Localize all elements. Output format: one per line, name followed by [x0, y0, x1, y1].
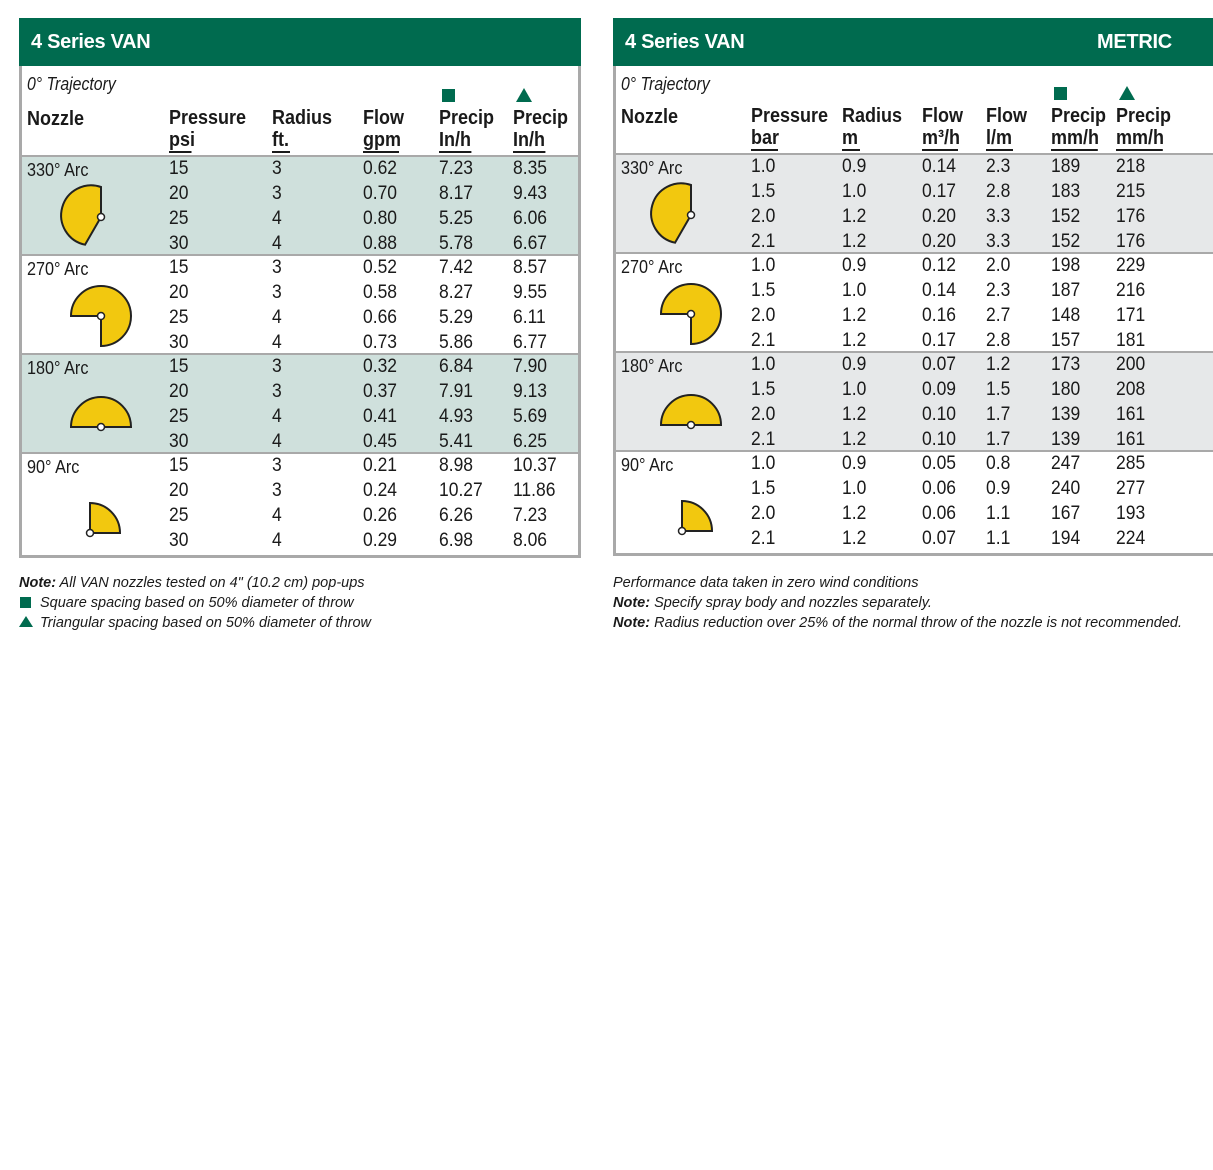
triangle-spacing-text: Triangular spacing based on 50% diameter of throw [40, 615, 372, 631]
table-row [22, 480, 578, 505]
flow-cell: 0.88 [363, 233, 398, 254]
pressure-cell: 1.5 [751, 379, 776, 400]
table-row [616, 330, 1213, 355]
precip-triangle-cell: 171 [1116, 305, 1146, 326]
precip-triangle-column-header [513, 107, 568, 153]
metric-notes-viewport [613, 573, 1183, 653]
precip-triangle-cell: 181 [1116, 330, 1146, 351]
pressure-cell: 20 [169, 480, 189, 501]
pressure-cell: 15 [169, 158, 189, 179]
flow-lm-cell: 2.3 [986, 280, 1011, 301]
flow-m3h-cell: 0.20 [922, 206, 957, 227]
precip-triangle-cell: 9.43 [513, 183, 548, 204]
pressure-cell: 2.1 [751, 330, 776, 351]
pressure-cell: 25 [169, 406, 189, 427]
pressure-cell: 25 [169, 505, 189, 526]
table-row [616, 379, 1213, 404]
flow-cell: 0.70 [363, 183, 398, 204]
table-row [616, 280, 1213, 305]
table-row [22, 158, 578, 183]
radius-header-label: Radius [272, 107, 333, 129]
flow-cell: 0.52 [363, 257, 398, 278]
pressure-cell: 2.1 [751, 231, 776, 252]
precip-triangle-header-label: Precip [1116, 105, 1172, 127]
flow-lm-cell: 1.5 [986, 379, 1011, 400]
metric-label: METRIC [1097, 30, 1172, 53]
precip-triangle-cell: 8.57 [513, 257, 548, 278]
table-body [19, 66, 581, 558]
radius-cell: 0.9 [842, 255, 867, 276]
precip-square-cell: 240 [1051, 478, 1081, 499]
precip-square-cell: 198 [1051, 255, 1081, 276]
flow-cell: 0.58 [363, 282, 398, 303]
precip-square-column-header [439, 107, 494, 153]
flow-header-label: Flow [363, 107, 404, 129]
flow-lm-cell: 2.3 [986, 156, 1011, 177]
pressure-cell: 30 [169, 332, 189, 353]
pressure-cell: 2.0 [751, 305, 776, 326]
flow-m3h-cell: 0.10 [922, 404, 957, 425]
precip-triangle-cell: 6.06 [513, 208, 548, 229]
arc-label: 90° Arc [621, 455, 674, 475]
note-line [19, 573, 371, 593]
flow-lm-cell: 1.7 [986, 404, 1011, 425]
pressure-cell: 2.1 [751, 429, 776, 450]
spray-body-note [613, 593, 1152, 613]
pressure-cell: 20 [169, 381, 189, 402]
precip-triangle-cell: 218 [1116, 156, 1146, 177]
precip-triangle-cell: 229 [1116, 255, 1146, 276]
flow-header-unit: gpm [363, 129, 401, 151]
precip-triangle-column-header [1116, 105, 1171, 151]
table-row [616, 503, 1213, 528]
radius-column-header [272, 107, 332, 153]
table-row [616, 528, 1213, 553]
nozzle-column-header: Nozzle [621, 106, 679, 128]
table-row [22, 381, 578, 406]
flow-cell: 0.45 [363, 431, 398, 452]
precip-square-cell: 139 [1051, 404, 1081, 425]
radius-cell: 4 [272, 332, 282, 353]
precip-square-cell: 6.26 [439, 505, 474, 526]
arc-group-180 [616, 353, 1213, 452]
radius-cell: 1.2 [842, 206, 867, 227]
arc-label: 330° Arc [621, 158, 683, 178]
precip-triangle-cell: 161 [1116, 404, 1146, 425]
table-row [616, 354, 1213, 379]
pressure-header-unit: psi [169, 129, 196, 151]
flow-m3h-header-label: Flow [922, 105, 963, 127]
radius-cell: 3 [272, 356, 282, 377]
table-row [22, 332, 578, 357]
table-row [22, 530, 578, 555]
radius-cell: 0.9 [842, 156, 867, 177]
flow-lm-column-header [986, 105, 1027, 151]
table-row [616, 305, 1213, 330]
note-label: Note: [613, 615, 651, 631]
table-title-bar [19, 18, 581, 66]
precip-square-cell: 152 [1051, 206, 1081, 227]
radius-cell: 3 [272, 282, 282, 303]
table-title: 4 Series VAN [625, 30, 745, 53]
arc-group-270 [616, 254, 1213, 353]
precip-square-cell: 5.78 [439, 233, 474, 254]
pressure-cell: 15 [169, 257, 189, 278]
precip-square-cell: 5.25 [439, 208, 474, 229]
radius-cell: 4 [272, 505, 282, 526]
flow-lm-cell: 0.9 [986, 478, 1011, 499]
precip-square-cell: 10.27 [439, 480, 483, 501]
flow-cell: 0.73 [363, 332, 398, 353]
pressure-column-header [169, 107, 246, 153]
precip-triangle-cell: 176 [1116, 231, 1146, 252]
flow-m3h-cell: 0.12 [922, 255, 957, 276]
radius-header-unit: m [842, 127, 859, 149]
precip-triangle-cell: 161 [1116, 429, 1146, 450]
pressure-cell: 1.5 [751, 478, 776, 499]
nozzle-column-header: Nozzle [27, 108, 85, 130]
green-square-icon [20, 597, 31, 608]
note-text: Radius reduction over 25% of the normal throw of the nozzle is not recommended. [650, 615, 1183, 631]
table-row [22, 455, 578, 480]
precip-triangle-cell: 6.11 [513, 307, 546, 328]
precip-square-cell: 194 [1051, 528, 1081, 549]
table-header [616, 66, 1213, 155]
pressure-header-label: Pressure [169, 107, 247, 129]
table-title: 4 Series VAN [31, 30, 151, 53]
pressure-cell: 30 [169, 530, 189, 551]
flow-m3h-cell: 0.07 [922, 354, 957, 375]
precip-square-cell: 5.29 [439, 307, 474, 328]
flow-lm-cell: 2.7 [986, 305, 1011, 326]
flow-cell: 0.24 [363, 480, 398, 501]
radius-cell: 1.2 [842, 528, 867, 549]
precip-square-cell: 247 [1051, 453, 1081, 474]
metric-performance-table [613, 18, 1213, 556]
table-row [22, 431, 578, 456]
arc-group-90 [616, 452, 1213, 553]
precip-square-cell: 189 [1051, 156, 1081, 177]
radius-cell: 1.2 [842, 429, 867, 450]
precip-square-header-label: Precip [1051, 105, 1107, 127]
flow-cell: 0.29 [363, 530, 398, 551]
precip-triangle-cell: 7.90 [513, 356, 548, 377]
precip-square-cell: 5.86 [439, 332, 474, 353]
precip-square-cell: 187 [1051, 280, 1081, 301]
pressure-cell: 20 [169, 183, 189, 204]
radius-cell: 3 [272, 257, 282, 278]
table-row [22, 307, 578, 332]
flow-cell: 0.62 [363, 158, 398, 179]
precip-square-header-unit: mm/h [1051, 127, 1100, 149]
flow-lm-cell: 0.8 [986, 453, 1011, 474]
radius-cell: 3 [272, 455, 282, 476]
pressure-cell: 30 [169, 431, 189, 452]
flow-cell: 0.32 [363, 356, 398, 377]
pressure-cell: 20 [169, 282, 189, 303]
flow-lm-cell: 1.1 [986, 503, 1011, 524]
metric-notes [613, 573, 1183, 633]
table-title-bar [613, 18, 1213, 66]
radius-cell: 4 [272, 208, 282, 229]
precip-square-cell: 8.27 [439, 282, 474, 303]
radius-cell: 1.0 [842, 478, 867, 499]
precip-square-cell: 8.98 [439, 455, 474, 476]
precip-triangle-cell: 7.23 [513, 505, 548, 526]
pressure-cell: 2.1 [751, 528, 776, 549]
green-triangle-icon [19, 616, 33, 627]
pressure-header-unit: bar [751, 127, 780, 149]
precip-triangle-cell: 6.25 [513, 431, 548, 452]
pressure-cell: 15 [169, 455, 189, 476]
radius-cell: 4 [272, 431, 282, 452]
table-row [616, 478, 1213, 503]
imperial-performance-table [19, 18, 581, 558]
table-row [616, 231, 1213, 256]
radius-cell: 1.0 [842, 379, 867, 400]
green-square-icon [1054, 87, 1067, 100]
table-row [22, 208, 578, 233]
precip-square-cell: 167 [1051, 503, 1081, 524]
precip-triangle-header-unit: mm/h [1116, 127, 1165, 149]
flow-lm-header-unit: l/m [986, 127, 1013, 149]
arc-group-330 [616, 155, 1213, 254]
flow-m3h-cell: 0.14 [922, 156, 957, 177]
precip-triangle-cell: 9.55 [513, 282, 548, 303]
arc-group-330 [22, 157, 578, 256]
table-row [22, 233, 578, 258]
radius-cell: 3 [272, 381, 282, 402]
pressure-cell: 1.0 [751, 255, 776, 276]
arc-label: 270° Arc [27, 259, 89, 279]
flow-lm-cell: 2.0 [986, 255, 1011, 276]
pressure-cell: 15 [169, 356, 189, 377]
green-triangle-icon [516, 88, 532, 102]
flow-lm-cell: 2.8 [986, 181, 1011, 202]
arc-group-180 [22, 355, 578, 454]
green-triangle-icon [1119, 86, 1135, 100]
flow-lm-header-label: Flow [986, 105, 1027, 127]
pressure-cell: 25 [169, 307, 189, 328]
radius-cell: 1.2 [842, 305, 867, 326]
flow-lm-cell: 1.1 [986, 528, 1011, 549]
radius-cell: 1.2 [842, 404, 867, 425]
flow-cell: 0.41 [363, 406, 398, 427]
precip-square-cell: 139 [1051, 429, 1081, 450]
precip-triangle-cell: 285 [1116, 453, 1146, 474]
arc-label: 330° Arc [27, 160, 89, 180]
pressure-cell: 2.0 [751, 404, 776, 425]
flow-cell: 0.37 [363, 381, 398, 402]
pressure-cell: 2.0 [751, 206, 776, 227]
precip-triangle-cell: 6.67 [513, 233, 548, 254]
flow-m3h-cell: 0.20 [922, 231, 957, 252]
green-square-icon [442, 89, 455, 102]
flow-m3h-cell: 0.16 [922, 305, 957, 326]
radius-cell: 4 [272, 406, 282, 427]
note-text: Specify spray body and nozzles separately. [650, 595, 932, 611]
precip-square-cell: 8.17 [439, 183, 474, 204]
table-row [22, 257, 578, 282]
table-row [22, 406, 578, 431]
imperial-notes [19, 573, 371, 633]
flow-m3h-header-unit: m³/h [922, 127, 960, 149]
radius-cell: 1.2 [842, 231, 867, 252]
radius-cell: 1.0 [842, 181, 867, 202]
flow-m3h-cell: 0.09 [922, 379, 957, 400]
precip-square-header-unit: In/h [439, 129, 471, 151]
arc-label: 180° Arc [27, 358, 89, 378]
table-row [616, 181, 1213, 206]
flow-cell: 0.80 [363, 208, 398, 229]
radius-column-header [842, 105, 902, 151]
radius-header-label: Radius [842, 105, 903, 127]
flow-column-header [363, 107, 404, 153]
table-row [22, 183, 578, 208]
arc-label: 270° Arc [621, 257, 683, 277]
flow-cell: 0.21 [363, 455, 398, 476]
arc-label: 180° Arc [621, 356, 683, 376]
radius-cell: 1.2 [842, 503, 867, 524]
flow-lm-cell: 1.7 [986, 429, 1011, 450]
precip-square-cell: 7.23 [439, 158, 474, 179]
precip-square-header-label: Precip [439, 107, 495, 129]
pressure-column-header [751, 105, 828, 151]
note-text: All VAN nozzles tested on 4" (10.2 cm) pop-ups [56, 575, 365, 591]
note-label: Note: [613, 595, 651, 611]
triangle-spacing-note [19, 613, 371, 633]
precip-triangle-cell: 224 [1116, 528, 1146, 549]
pressure-cell: 25 [169, 208, 189, 229]
precip-triangle-cell: 200 [1116, 354, 1146, 375]
flow-m3h-cell: 0.17 [922, 330, 957, 351]
radius-cell: 4 [272, 530, 282, 551]
precip-triangle-cell: 9.13 [513, 381, 548, 402]
precip-square-cell: 173 [1051, 354, 1081, 375]
precip-square-cell: 4.93 [439, 406, 474, 427]
precip-triangle-cell: 216 [1116, 280, 1146, 301]
precip-triangle-cell: 8.35 [513, 158, 548, 179]
table-row [616, 429, 1213, 454]
table-header [22, 66, 578, 157]
precip-triangle-cell: 215 [1116, 181, 1146, 202]
table-row [616, 404, 1213, 429]
precip-square-cell: 157 [1051, 330, 1081, 351]
radius-reduction-note [613, 613, 1183, 633]
precip-triangle-header-unit: In/h [513, 129, 545, 151]
pressure-cell: 1.5 [751, 280, 776, 301]
precip-triangle-cell: 277 [1116, 478, 1146, 499]
precip-triangle-cell: 8.06 [513, 530, 548, 551]
flow-cell: 0.66 [363, 307, 398, 328]
flow-m3h-cell: 0.06 [922, 478, 957, 499]
square-spacing-text: Square spacing based on 50% diameter of throw [40, 595, 354, 611]
table-row [616, 255, 1213, 280]
precip-square-cell: 183 [1051, 181, 1081, 202]
precip-triangle-cell: 11.86 [513, 480, 556, 501]
precip-square-cell: 7.42 [439, 257, 474, 278]
pressure-cell: 2.0 [751, 503, 776, 524]
precip-square-cell: 7.91 [439, 381, 474, 402]
precip-triangle-cell: 176 [1116, 206, 1146, 227]
metric-table-viewport [613, 18, 1172, 658]
arc-group-270 [22, 256, 578, 355]
flow-lm-cell: 2.8 [986, 330, 1011, 351]
precip-square-cell: 5.41 [439, 431, 474, 452]
flow-m3h-cell: 0.07 [922, 528, 957, 549]
precip-square-cell: 152 [1051, 231, 1081, 252]
radius-cell: 0.9 [842, 354, 867, 375]
flow-lm-cell: 1.2 [986, 354, 1011, 375]
precip-square-cell: 6.84 [439, 356, 474, 377]
radius-cell: 1.2 [842, 330, 867, 351]
radius-cell: 4 [272, 233, 282, 254]
pressure-cell: 1.0 [751, 156, 776, 177]
pressure-cell: 1.5 [751, 181, 776, 202]
square-spacing-note [19, 593, 371, 613]
precip-triangle-cell: 5.69 [513, 406, 548, 427]
flow-m3h-cell: 0.05 [922, 453, 957, 474]
flow-m3h-cell: 0.10 [922, 429, 957, 450]
trajectory-label: 0° Trajectory [621, 74, 710, 94]
pressure-cell: 1.0 [751, 453, 776, 474]
precip-triangle-cell: 193 [1116, 503, 1146, 524]
table-row [616, 453, 1213, 478]
flow-m3h-cell: 0.14 [922, 280, 957, 301]
wind-conditions-note: Performance data taken in zero wind conditions [613, 575, 919, 591]
pressure-cell: 30 [169, 233, 189, 254]
precip-triangle-cell: 208 [1116, 379, 1146, 400]
radius-header-unit: ft. [272, 129, 290, 151]
precip-triangle-cell: 6.77 [513, 332, 548, 353]
precip-triangle-cell: 10.37 [513, 455, 557, 476]
flow-m3h-cell: 0.06 [922, 503, 957, 524]
table-row [616, 156, 1213, 181]
pressure-header-label: Pressure [751, 105, 829, 127]
precip-triangle-header-label: Precip [513, 107, 569, 129]
radius-cell: 1.0 [842, 280, 867, 301]
radius-cell: 3 [272, 480, 282, 501]
flow-cell: 0.26 [363, 505, 398, 526]
table-body [613, 66, 1213, 556]
precip-square-cell: 6.98 [439, 530, 474, 551]
flow-lm-cell: 3.3 [986, 231, 1011, 252]
pressure-cell: 1.0 [751, 354, 776, 375]
radius-cell: 0.9 [842, 453, 867, 474]
flow-lm-cell: 3.3 [986, 206, 1011, 227]
precip-square-column-header [1051, 105, 1106, 151]
table-row [22, 356, 578, 381]
radius-cell: 4 [272, 307, 282, 328]
trajectory-label: 0° Trajectory [27, 74, 116, 94]
note-label: Note: [19, 575, 57, 591]
flow-m3h-cell: 0.17 [922, 181, 957, 202]
radius-cell: 3 [272, 183, 282, 204]
precip-square-cell: 180 [1051, 379, 1081, 400]
table-row [22, 282, 578, 307]
arc-group-90 [22, 454, 578, 555]
precip-square-cell: 148 [1051, 305, 1081, 326]
table-row [616, 206, 1213, 231]
flow-m3h-column-header [922, 105, 963, 151]
radius-cell: 3 [272, 158, 282, 179]
table-row [22, 505, 578, 530]
arc-label: 90° Arc [27, 457, 80, 477]
